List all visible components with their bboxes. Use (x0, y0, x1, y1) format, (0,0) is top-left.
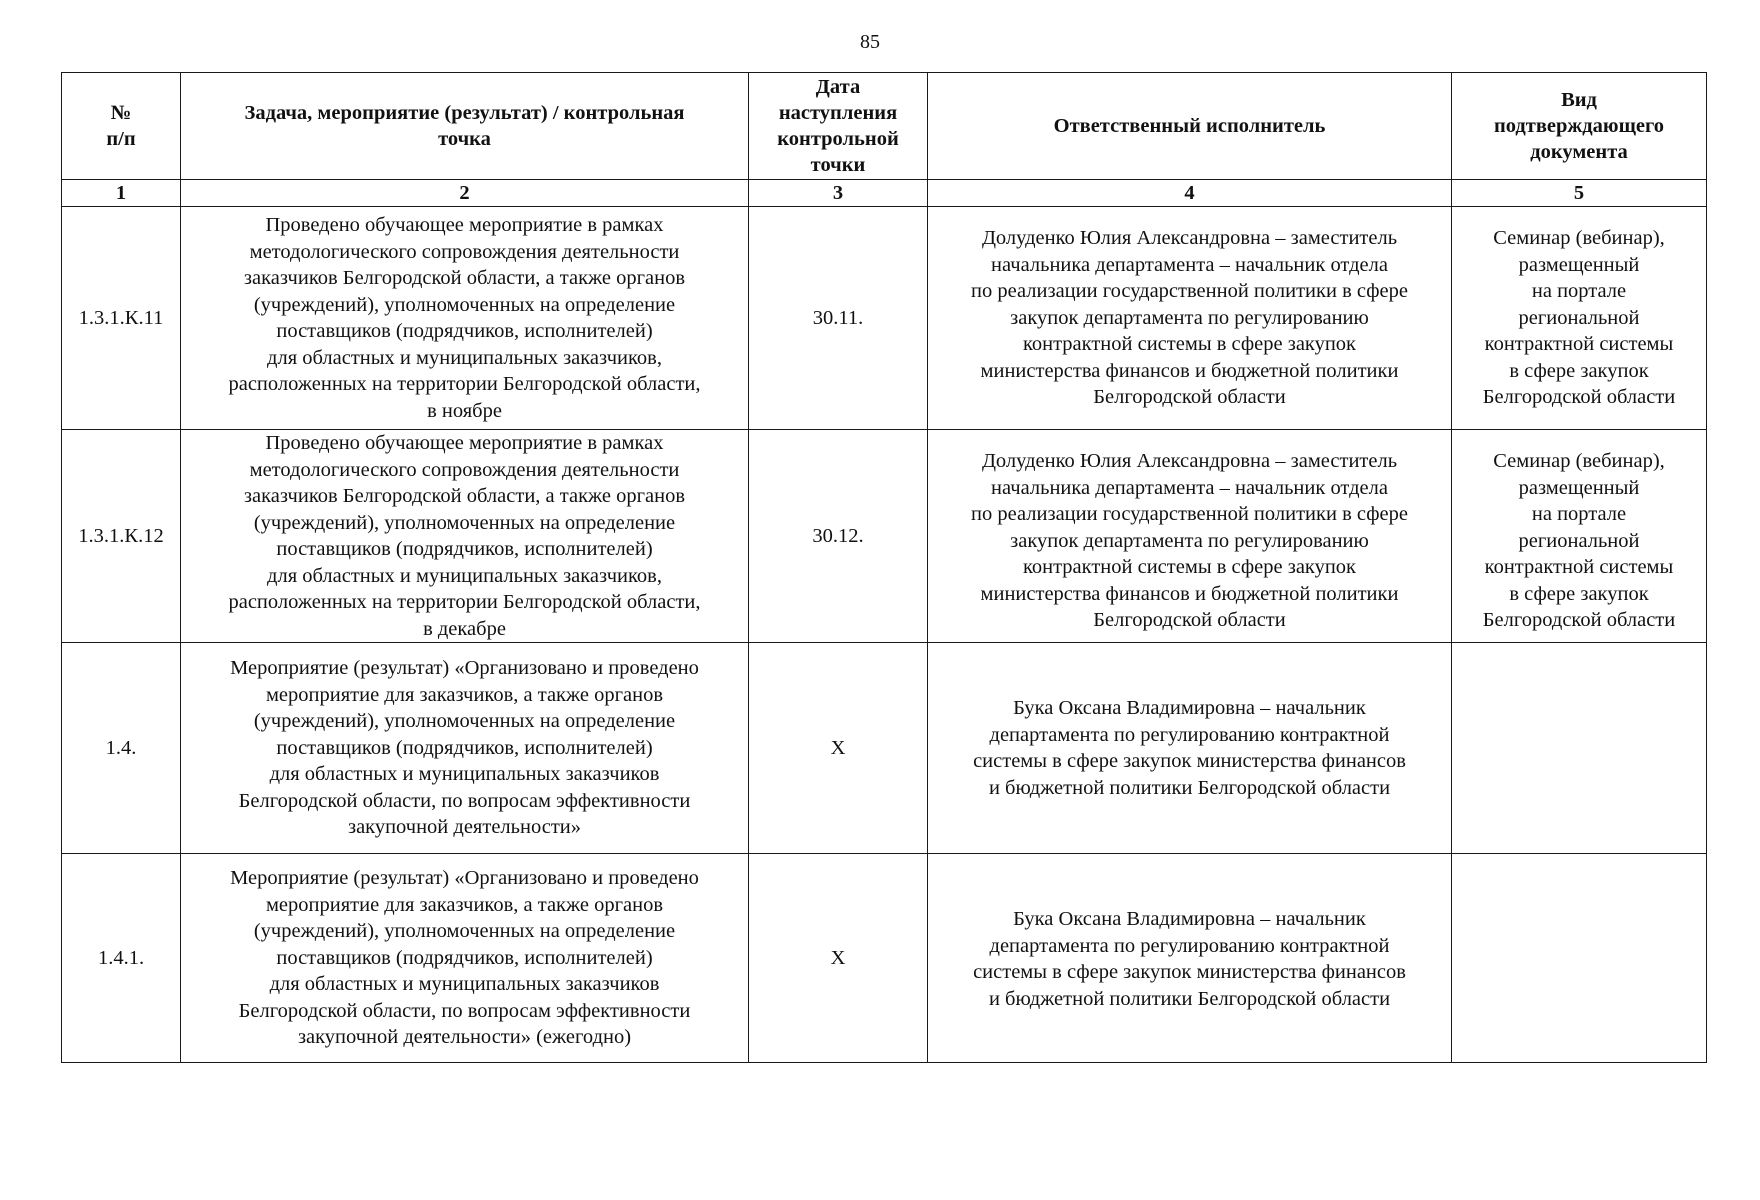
text-line: закупочной деятельности» (ежегодно) (297, 1026, 632, 1049)
row-date: Х (749, 854, 928, 1063)
text-line: в сфере закупок (1509, 582, 1649, 605)
header-executor (928, 73, 1452, 180)
row-number: 1.3.1.К.11 (62, 207, 181, 430)
text-line: министерства финансов и бюджетной политики (980, 359, 1399, 382)
text-line: заказчиков Белгородской области, а также органов (243, 485, 686, 507)
text-line: контрактной системы (1484, 556, 1674, 578)
text-line: контрактной системы в сфере закупок (1022, 556, 1357, 578)
text-line: по реализации государственной политики в сфере (971, 280, 1408, 302)
text-line: точка (438, 128, 491, 150)
text-line: расположенных на территории Белгородской области, (228, 591, 701, 613)
text-line: № (110, 102, 132, 124)
table-row (62, 207, 1707, 430)
text-line: Бука Оксана Владимировна – начальник (1013, 697, 1366, 719)
text-line: начальника департамента – начальник отдела (991, 476, 1388, 499)
column-number: 4 (928, 180, 1452, 207)
row-document (1452, 430, 1707, 643)
text-line: (учреждений), уполномоченных на определение (253, 920, 676, 943)
text-line: поставщиков (подрядчиков, исполнителей) (276, 538, 653, 560)
row-date: Х (749, 643, 928, 854)
text-line: региональной (1518, 306, 1640, 329)
text-line: размещенный (1518, 253, 1640, 276)
text-line: расположенных на территории Белгородской области, (228, 373, 701, 395)
row-executor (928, 854, 1452, 1063)
header-document (1452, 73, 1707, 180)
row-executor (928, 643, 1452, 854)
text-line: Белгородской области (1093, 609, 1286, 631)
row-document (1452, 643, 1707, 854)
text-line: для областных и муниципальных заказчиков (269, 973, 660, 996)
text-line: Бука Оксана Владимировна – начальник (1013, 908, 1366, 930)
row-number: 1.4. (62, 643, 181, 854)
text-line: для областных и муниципальных заказчиков (269, 763, 660, 786)
text-line: департамента по регулированию контрактной (989, 723, 1390, 746)
header-task (181, 73, 749, 180)
text-line: для областных и муниципальных заказчиков, (267, 564, 662, 587)
text-line: министерства финансов и бюджетной политики (980, 582, 1399, 605)
table-row (62, 430, 1707, 643)
text-line: Дата (815, 76, 861, 98)
table-row (62, 854, 1707, 1063)
row-task (181, 854, 749, 1063)
text-line: Мероприятие (результат) «Организовано и проведено (230, 657, 699, 680)
column-number-row (62, 180, 1707, 207)
row-executor (928, 207, 1452, 430)
text-line: точки (810, 154, 866, 176)
text-line: Проведено обучающее мероприятие в рамках (265, 432, 664, 454)
text-line: Белгородской области, по вопросам эффективности (238, 789, 691, 812)
text-line: Долуденко Юлия Александровна – заместитель (981, 227, 1398, 249)
text-line: Проведено обучающее мероприятие в рамках (265, 214, 664, 236)
column-number: 2 (181, 180, 749, 207)
text-line: системы в сфере закупок министерства финансов (973, 961, 1406, 983)
text-line: в декабре (423, 617, 506, 640)
text-line: закупочной деятельности» (347, 816, 582, 839)
text-line: заказчиков Белгородской области, а также органов (243, 267, 686, 289)
text-line: Белгородской области (1482, 609, 1676, 631)
text-line: закупок департамента по регулированию (1010, 306, 1369, 329)
text-line: Семинар (вебинар), (1493, 450, 1665, 472)
column-number: 5 (1452, 180, 1707, 207)
row-number: 1.3.1.К.12 (62, 430, 181, 643)
text-line: для областных и муниципальных заказчиков, (267, 346, 662, 369)
text-line: контрактной системы в сфере закупок (1022, 333, 1357, 355)
text-line: (учреждений), уполномоченных на определение (253, 293, 676, 316)
control-points-table (61, 72, 1707, 1063)
row-document (1452, 207, 1707, 430)
text-line: Семинар (вебинар), (1493, 227, 1665, 249)
text-line: (учреждений), уполномоченных на определение (253, 511, 676, 534)
row-task (181, 430, 749, 643)
text-line: документа (1530, 141, 1628, 163)
column-number: 1 (62, 180, 181, 207)
text-line: региональной (1518, 529, 1640, 552)
text-line: начальника департамента – начальник отдела (991, 253, 1388, 276)
text-line: размещенный (1518, 476, 1640, 499)
text-line: мероприятие для заказчиков, а также органов (265, 893, 664, 916)
text-line: Вид (1561, 89, 1597, 111)
text-line: Мероприятие (результат) «Организовано и проведено (230, 867, 699, 890)
column-number: 3 (749, 180, 928, 207)
text-line: наступления (778, 102, 898, 124)
row-task (181, 643, 749, 854)
page-number: 85 (860, 31, 880, 53)
table-row (62, 643, 1707, 854)
text-line: на портале (1531, 503, 1627, 525)
text-line: закупок департамента по регулированию (1010, 529, 1369, 552)
text-line: подтверждающего (1493, 115, 1665, 137)
row-date: 30.12. (749, 430, 928, 643)
text-line: (учреждений), уполномоченных на определение (253, 710, 676, 733)
text-line: п/п (106, 128, 136, 150)
text-line: методологического сопровождения деятельности (249, 240, 680, 263)
text-line: поставщиков (подрядчиков, исполнителей) (276, 320, 653, 342)
text-line: Белгородской области (1482, 386, 1676, 408)
table-header-row (62, 73, 1707, 180)
row-date: 30.11. (749, 207, 928, 430)
row-task (181, 207, 749, 430)
text-line: и бюджетной политики Белгородской области (988, 987, 1391, 1010)
text-line: поставщиков (подрядчиков, исполнителей) (276, 736, 653, 759)
text-line: и бюджетной политики Белгородской области (988, 776, 1391, 799)
text-line: департамента по регулированию контрактной (989, 934, 1390, 957)
text-line: системы в сфере закупок министерства финансов (973, 750, 1406, 772)
text-line: методологического сопровождения деятельности (249, 458, 680, 481)
header-date (749, 73, 928, 180)
text-line: Белгородской области, по вопросам эффективности (238, 999, 691, 1022)
text-line: в ноябре (427, 399, 502, 422)
row-number: 1.4.1. (62, 854, 181, 1063)
text-line: Белгородской области (1093, 386, 1286, 408)
text-line: мероприятие для заказчиков, а также органов (265, 683, 664, 706)
text-line: Задача, мероприятие (результат) / контрольная (244, 102, 685, 124)
text-line: поставщиков (подрядчиков, исполнителей) (276, 946, 653, 969)
text-line: по реализации государственной политики в сфере (971, 503, 1408, 525)
text-line: контрольной (777, 128, 899, 150)
text-line: Ответственный исполнитель (1053, 115, 1326, 137)
text-line: Долуденко Юлия Александровна – заместитель (981, 450, 1398, 472)
text-line: в сфере закупок (1509, 359, 1649, 382)
header-number (62, 73, 181, 180)
row-document (1452, 854, 1707, 1063)
row-executor (928, 430, 1452, 643)
text-line: на портале (1531, 280, 1627, 302)
text-line: контрактной системы (1484, 333, 1674, 355)
